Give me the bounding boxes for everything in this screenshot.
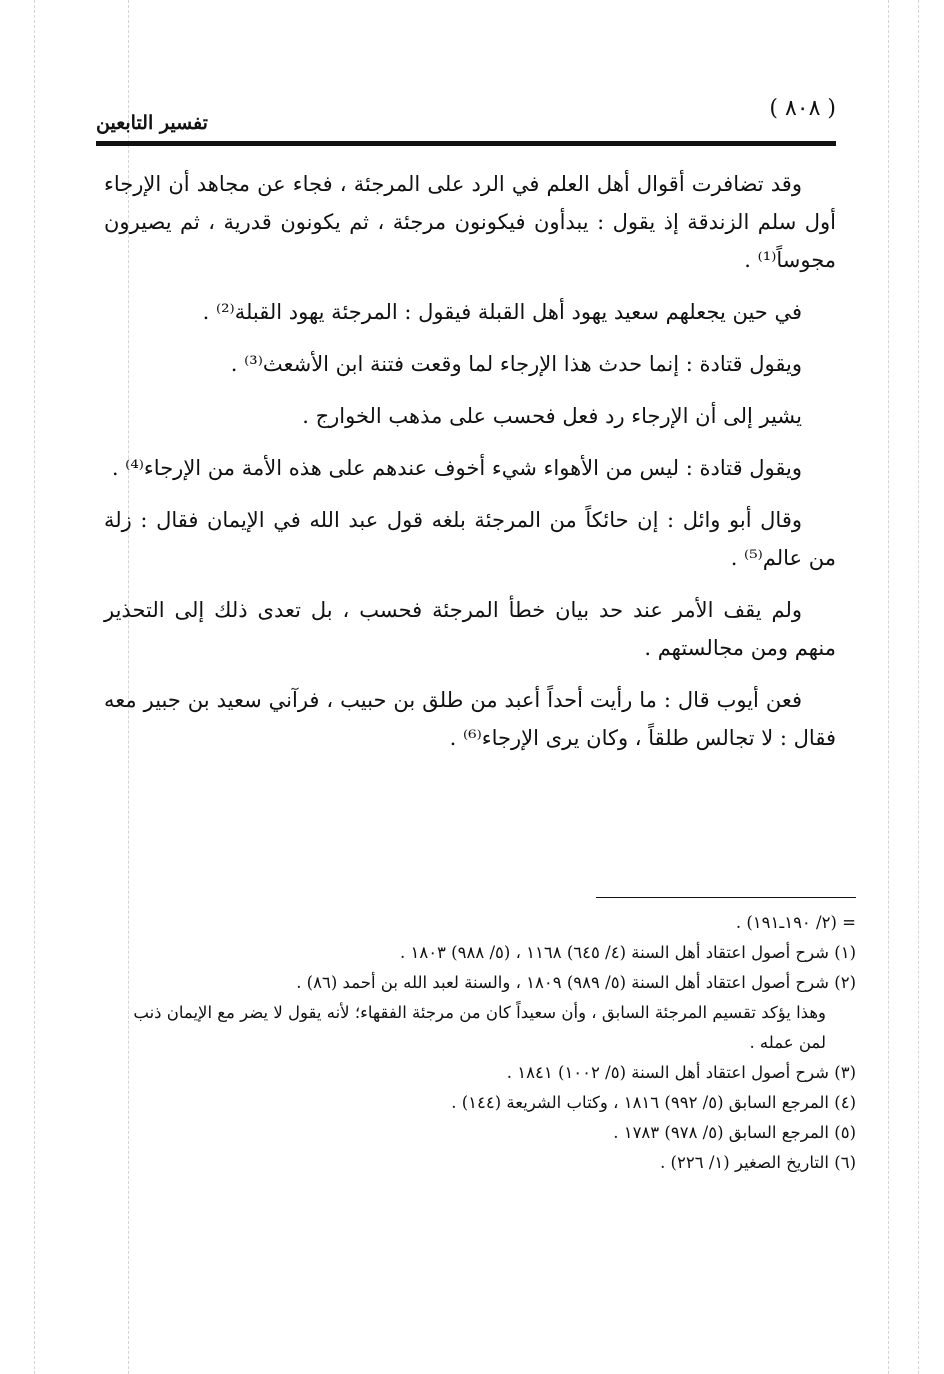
paragraph: ولم يقف الأمر عند حد بيان خطأ المرجئة فحسب ، بل تعدى ذلك إلى التحذير منهم ومن مجالستهم . [104, 598, 836, 660]
book-title: تفسير التابعين [96, 112, 208, 134]
footnote-2-note: وهذا يؤكد تقسيم المرجئة السابق ، وأن سعيداً كان من مرجئة الفقهاء؛ لأنه يقول لا يضر مع الإيمان ذنب لمن عمله . [133, 1003, 826, 1052]
footnote-5: (٥) المرجع السابق (٥/ ٩٧٨) ١٧٨٣ . [613, 1123, 856, 1142]
footnotes [104, 908, 856, 1178]
footnote-6: (٦) التاريخ الصغير (١/ ٢٢٦) . [660, 1153, 856, 1172]
page-header [96, 92, 836, 140]
footnote-1: (١) شرح أصول اعتقاد أهل السنة (٤/ ٦٤٥) ١١٦٨ ، (٥/ ٩٨٨) ١٨٠٣ . [399, 943, 856, 962]
paragraph: يشير إلى أن الإرجاء رد فعل فحسب على مذهب الخوارج . [302, 404, 802, 428]
footnote-4: (٤) المرجع السابق (٥/ ٩٩٢) ١٨١٦ ، وكتاب الشريعة (١٤٤) . [451, 1093, 856, 1112]
footnote-continuation: = (٢/ ١٩٠ـ١٩١) . [735, 913, 856, 932]
page-number: ( ٨٠٨ ) [769, 96, 836, 121]
paragraph: في حين يجعلهم سعيد يهود أهل القبلة فيقول : المرجئة يهود القبلة⁽²⁾ . [202, 300, 802, 324]
scan-artifact-line [34, 0, 35, 1374]
paragraph: وقد تضافرت أقوال أهل العلم في الرد على المرجئة ، فجاء عن مجاهد أن الإرجاء أول سلم الزندقة إذ يقول : يبدأون فيكونون مرجئة ، ثم يكونون قدرية ، ثم يصيرون مجوساً⁽¹⁾ . [104, 172, 836, 272]
paragraph: ويقول قتادة : إنما حدث هذا الإرجاء لما وقعت فتنة ابن الأشعث⁽³⁾ . [230, 352, 802, 376]
header-rule [96, 141, 836, 146]
footnote-2: (٢) شرح أصول اعتقاد أهل السنة (٥/ ٩٨٩) ١٨٠٩ ، والسنة لعبد الله بن أحمد (٨٦) . [296, 973, 856, 992]
scan-artifact-line [918, 0, 919, 1374]
footnote-separator [596, 897, 856, 898]
scan-artifact-line [888, 0, 889, 1374]
paragraph: وقال أبو وائل : إن حائكاً من المرجئة بلغه قول عبد الله في الإيمان فقال : زلة من عالم⁽⁵⁾ . [104, 508, 836, 570]
footnote-3: (٣) شرح أصول اعتقاد أهل السنة (٥/ ١٠٠٢) ١٨٤١ . [506, 1063, 856, 1082]
paragraph: ويقول قتادة : ليس من الأهواء شيء أخوف عندهم على هذه الأمة من الإرجاء⁽⁴⁾ . [111, 456, 802, 480]
paragraph: فعن أيوب قال : ما رأيت أحداً أعبد من طلق بن حبيب ، فرآني سعيد بن جبير معه فقال : لا تجالس طلقاً ، وكان يرى الإرجاء⁽⁶⁾ . [104, 688, 836, 750]
main-text [104, 165, 836, 771]
